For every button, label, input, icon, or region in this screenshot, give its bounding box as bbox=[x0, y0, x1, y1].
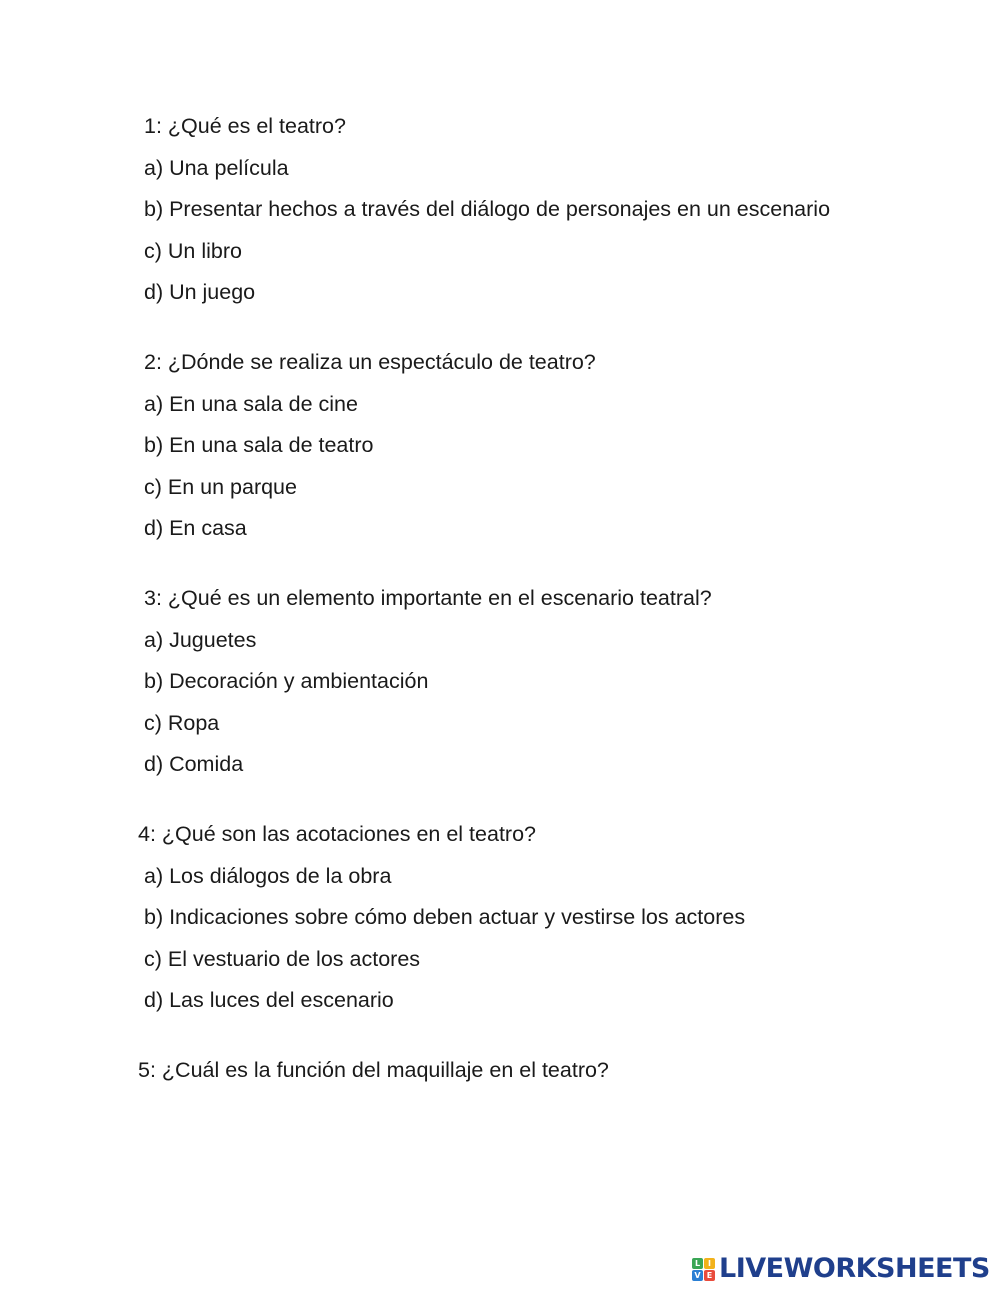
logo-mark-letter: V bbox=[692, 1270, 703, 1281]
liveworksheets-logo-text: LIVEWORKSHEETS bbox=[719, 1253, 990, 1284]
question-1-option-c: c) Un libro bbox=[138, 238, 242, 263]
logo-mark-letter: I bbox=[704, 1258, 715, 1269]
question-block-5 bbox=[138, 1056, 838, 1085]
question-1-text: 1: ¿Qué es el teatro? bbox=[138, 114, 346, 138]
quiz-worksheet bbox=[138, 112, 838, 1126]
liveworksheets-logo bbox=[692, 1253, 990, 1285]
question-3-option-c: c) Ropa bbox=[138, 710, 220, 735]
logo-mark-letter: L bbox=[692, 1258, 703, 1269]
question-3-text: 3: ¿Qué es un elemento importante en el escenario teatral? bbox=[138, 586, 712, 610]
question-4-option-d: d) Las luces del escenario bbox=[138, 988, 394, 1012]
logo-mark-letter: E bbox=[704, 1270, 715, 1281]
question-block-2 bbox=[138, 348, 838, 543]
question-block-1 bbox=[138, 112, 838, 307]
question-3-option-d: d) Comida bbox=[138, 752, 244, 776]
question-2-option-b: b) En una sala de teatro bbox=[138, 433, 374, 457]
question-4-option-a: a) Los diálogos de la obra bbox=[138, 863, 392, 888]
question-3-option-b: b) Decoración y ambientación bbox=[138, 669, 429, 693]
question-5-text: 5: ¿Cuál es la función del maquillaje en el teatro? bbox=[138, 1058, 609, 1082]
question-2-option-a: a) En una sala de cine bbox=[138, 391, 358, 416]
question-1-option-a: a) Una película bbox=[138, 155, 289, 180]
question-block-3 bbox=[138, 584, 838, 779]
question-3-option-a: a) Juguetes bbox=[138, 627, 257, 652]
question-block-4 bbox=[138, 820, 838, 1015]
question-4-text: 4: ¿Qué son las acotaciones en el teatro? bbox=[138, 822, 536, 846]
question-1-option-d: d) Un juego bbox=[138, 280, 256, 304]
question-1-option-b: b) Presentar hechos a través del diálogo de personajes en un escenario bbox=[138, 197, 831, 221]
question-2-option-d: d) En casa bbox=[138, 516, 247, 540]
question-4-option-b: b) Indicaciones sobre cómo deben actuar y vestirse los actores bbox=[138, 905, 746, 929]
question-2-option-c: c) En un parque bbox=[138, 474, 297, 499]
liveworksheets-logo-icon bbox=[692, 1258, 715, 1281]
question-2-text: 2: ¿Dónde se realiza un espectáculo de teatro? bbox=[138, 350, 596, 374]
question-4-option-c: c) El vestuario de los actores bbox=[138, 946, 421, 971]
